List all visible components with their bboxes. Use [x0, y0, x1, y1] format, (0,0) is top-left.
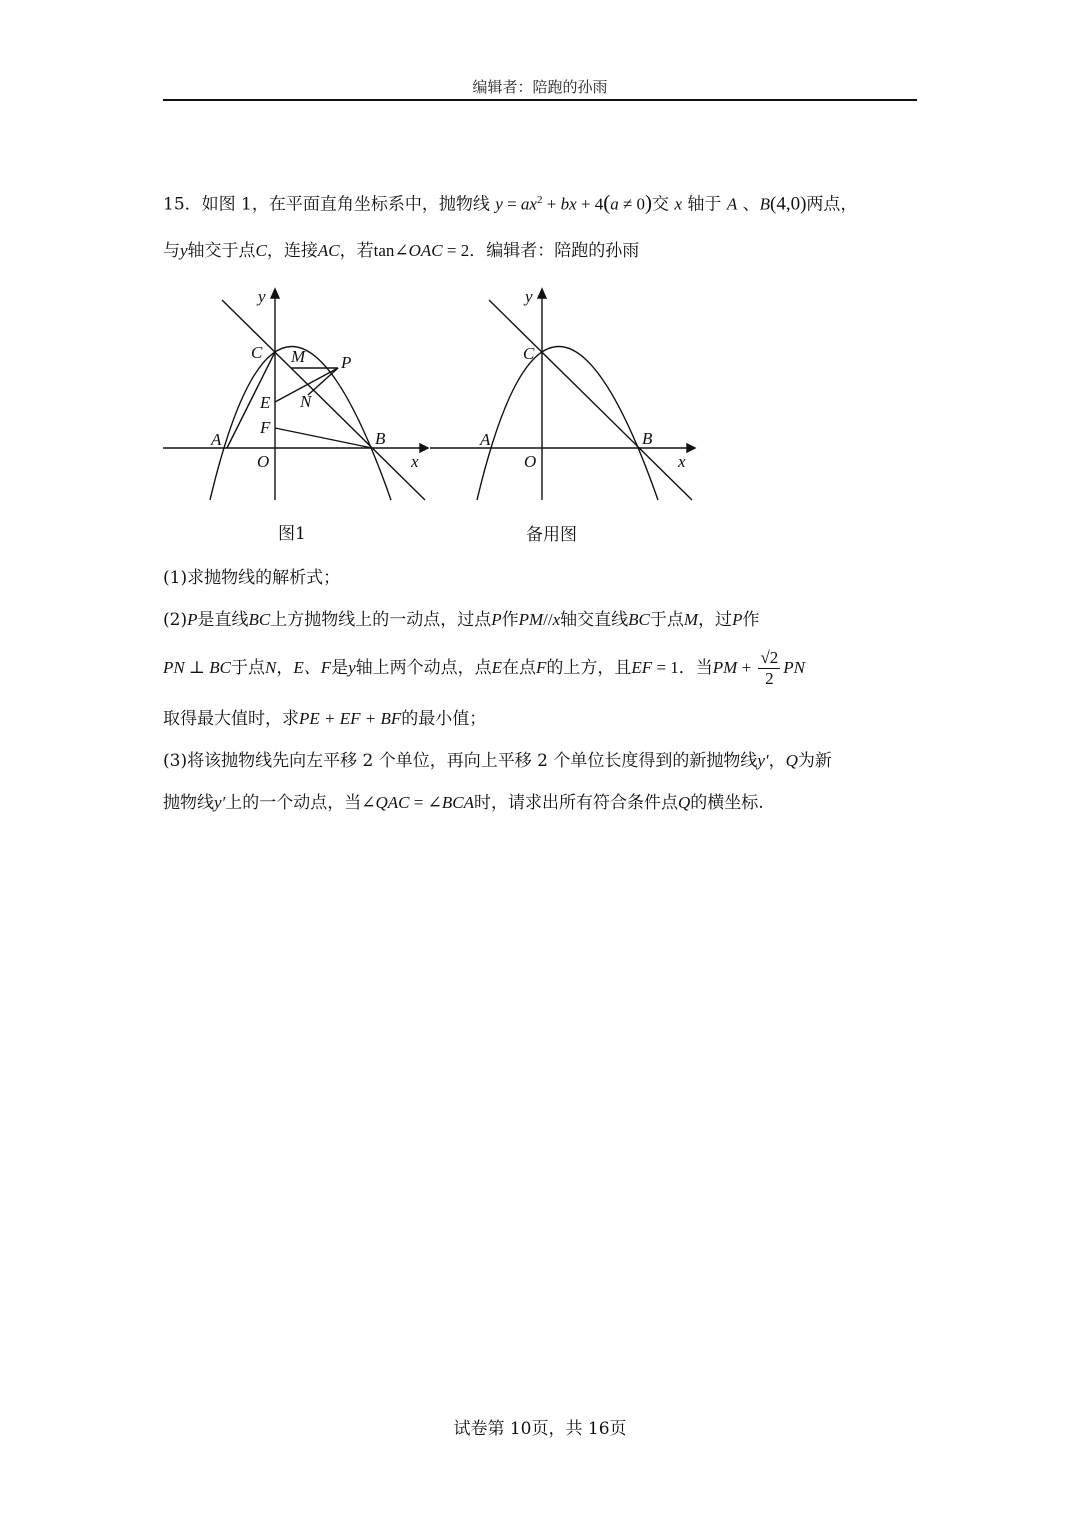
label-y: y: [525, 287, 533, 306]
math: ⊥: [184, 658, 210, 677]
math: =: [409, 793, 428, 812]
label-x: x: [678, 452, 686, 471]
math: AC: [317, 241, 340, 260]
math: M: [683, 610, 699, 629]
math: = 1: [652, 658, 679, 677]
math: Q: [677, 793, 691, 812]
math: y: [495, 194, 503, 214]
text: 两点，: [806, 194, 858, 215]
page-footer: 试卷第 10页，共 16页: [453, 1419, 627, 1439]
question-1: (1)求抛物线的解析式；: [163, 568, 341, 588]
figure-1-caption: 图1: [278, 524, 306, 544]
text: 的横坐标.: [690, 793, 764, 813]
line-bc: [222, 300, 425, 500]
label-C: C: [251, 343, 263, 362]
math: PN: [783, 658, 806, 677]
text: 取得最大值时，求: [163, 709, 299, 729]
label-C: C: [523, 344, 535, 363]
y-arrow: [538, 289, 546, 298]
label-B: B: [642, 429, 653, 448]
math: (4,0): [770, 193, 807, 215]
math: y: [180, 241, 188, 260]
label-N: N: [300, 392, 312, 411]
math: ∠BCA: [427, 793, 474, 812]
math: +: [542, 194, 561, 214]
label-P: P: [341, 353, 352, 372]
math: PE + EF + BF: [299, 709, 402, 728]
question-3-line-2: [163, 791, 923, 815]
text: ，连接: [266, 241, 318, 261]
math: y: [348, 658, 356, 677]
question-2-line-1: [163, 608, 923, 632]
text: 轴上两个动点，点: [355, 658, 492, 678]
math: PM: [712, 658, 738, 677]
segment-fb: [275, 428, 372, 448]
text: (3)将该抛物线先向左平移 2 个单位，再向上平移 2 个单位长度得到的新抛物线: [163, 751, 758, 771]
figure-1: [160, 286, 430, 506]
text: (2): [163, 610, 188, 630]
text: ，过: [698, 610, 733, 630]
math: x: [552, 610, 561, 629]
label-A: A: [211, 430, 222, 449]
math: E、F: [293, 658, 332, 677]
math: PN: [163, 658, 185, 677]
text: 抛物线: [163, 793, 214, 813]
math: a: [610, 194, 619, 214]
figure-2-caption: 备用图: [526, 525, 577, 545]
math: y′: [757, 751, 769, 770]
text: 作: [742, 610, 760, 630]
math: ): [645, 190, 653, 215]
math: + 4: [576, 194, 604, 214]
parabola: [477, 347, 658, 501]
text: 的上方，且: [546, 658, 632, 678]
text: 作: [501, 610, 519, 630]
math: 2: [536, 194, 543, 206]
text: 上的一个动点，当: [225, 793, 362, 813]
text: 为新: [797, 751, 832, 771]
text: ，: [276, 658, 294, 678]
text: 轴交于点: [187, 241, 256, 261]
math: (: [603, 190, 611, 215]
math: P: [732, 610, 743, 629]
math: B: [759, 194, 770, 214]
math: P: [187, 610, 198, 629]
math: C: [255, 241, 267, 260]
math: =: [502, 194, 521, 214]
math: x: [674, 194, 682, 214]
text: 时，请求出所有符合条件点: [473, 793, 678, 813]
text: 交: [652, 194, 670, 215]
math: BC: [248, 610, 271, 629]
label-y: y: [258, 287, 266, 306]
header-rule: [163, 99, 917, 101]
text: 轴交直线: [560, 610, 629, 630]
text: ．当: [678, 658, 713, 678]
text: ，若: [339, 241, 374, 261]
label-x: x: [411, 452, 419, 471]
text: 于点: [230, 658, 265, 678]
fraction-numerator: √2: [760, 648, 779, 667]
problem-number: 15．: [163, 194, 202, 215]
text: 轴于: [687, 194, 722, 215]
page-header: 编辑者：陪跑的孙雨: [472, 78, 608, 96]
fraction-sqrt2-over-2: [758, 648, 780, 689]
text: 、: [742, 194, 760, 215]
text: 的最小值；: [401, 709, 487, 729]
label-O: O: [257, 452, 270, 471]
math: +: [737, 658, 756, 677]
label-M: M: [291, 347, 306, 366]
label-E: E: [260, 393, 271, 412]
label-O: O: [524, 452, 537, 471]
label-A: A: [480, 430, 491, 449]
math: P: [491, 610, 502, 629]
math: OAC: [408, 241, 443, 260]
math: ax: [520, 194, 537, 214]
question-2-line-2: [163, 646, 923, 690]
math: tan∠: [373, 241, 409, 260]
text: 是: [331, 658, 349, 678]
text: 于点: [649, 610, 684, 630]
math: EF: [631, 658, 653, 677]
question-3-line-1: [163, 749, 923, 773]
math: = 2: [442, 241, 470, 260]
parabola: [210, 347, 391, 501]
text: 是直线: [197, 610, 249, 630]
text: 上方抛物线上的一动点，过点: [270, 610, 492, 630]
math: BC: [209, 658, 231, 677]
text: ，: [768, 751, 786, 771]
fraction-denominator: 2: [765, 669, 774, 688]
math: A: [726, 194, 738, 214]
label-F: F: [260, 418, 271, 437]
problem-line-2: [163, 239, 923, 263]
math: N: [264, 658, 277, 677]
figure-2: [427, 286, 697, 506]
text: 如图 1，在平面直角坐标系中，抛物线: [201, 194, 490, 215]
text: 在点: [502, 658, 537, 678]
text: ．编辑者：陪跑的孙雨: [469, 241, 640, 261]
math: ≠ 0: [618, 194, 646, 214]
math: bx: [560, 194, 577, 214]
label-B: B: [375, 429, 386, 448]
math: E: [491, 658, 503, 677]
x-arrow: [687, 444, 695, 452]
problem-line-1: [163, 188, 923, 217]
math: PM: [518, 610, 544, 629]
math: //: [543, 610, 553, 629]
question-2-line-3: [163, 707, 923, 731]
math: ∠QAC: [361, 793, 410, 812]
math: F: [536, 658, 547, 677]
y-arrow: [271, 289, 279, 298]
math: y′: [214, 793, 226, 812]
math: BC: [628, 610, 650, 629]
math: Q: [785, 751, 798, 770]
text: 与: [163, 241, 180, 261]
line-bc: [489, 300, 692, 500]
